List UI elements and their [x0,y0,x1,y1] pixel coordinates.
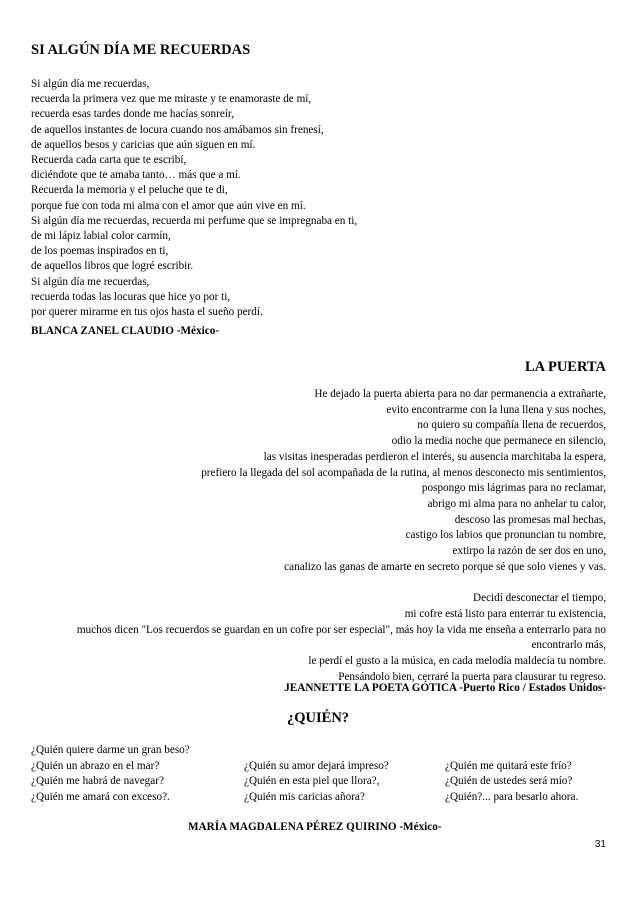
poem-line: ¿Quién me habrá de navegar? [31,775,164,788]
poem-line: encontrarlo más, [531,639,606,652]
poem-line: recuerda esas tardes donde me hacías sonreír, [31,108,235,121]
poem-line: recuerda la primera vez que me miraste y te enamoraste de mí, [31,93,312,106]
poem-title-si-algun-dia: SI ALGÚN DÍA ME RECUERDAS [31,42,251,58]
poem-line: Si algún día me recuerdas, recuerda mi perfume que se impregnaba en ti, [31,214,358,227]
poem-line: de aquellos libros que logré escribir. [31,260,194,273]
poem-line: canalizo las ganas de amarte en secreto porque sé que solo vienes y vas. [284,560,606,573]
poem-line: porque fue con toda mi alma con el amor que aún vive en mí. [31,199,306,212]
poem-row [31,790,621,806]
poem-title-la-puerta: LA PUERTA [525,359,606,375]
poem-body-si-algun-dia [31,77,357,320]
poem-line: de aquellos instantes de locura cuando nos amábamos sin frenesí, [31,123,324,136]
poem-author-maria: MARÍA MAGDALENA PÉREZ QUIRINO -México- [188,821,442,833]
poem-line: de los poemas inspirados en ti, [31,245,169,258]
poem-line: por querer mirarme en tus ojos hasta el sueño perdí. [31,306,263,319]
poem-line: ¿Quién me quitará este frío? [445,759,572,772]
poem-author-blanca: BLANCA ZANEL CLAUDIO -México- [31,325,220,337]
poem-line: recuerda todas las locuras que hice yo por ti, [31,290,231,303]
poem-line: ¿Quién?... para besarlo ahora. [445,790,579,803]
poem-line: ¿Quién mis caricias añora? [244,790,365,803]
poem-line: ¿Quién su amor dejará impreso? [244,759,389,772]
poem-line: de mi lápiz labial color carmín, [31,230,171,243]
poem-line: castigo los labios que pronuncian tu nombre, [405,529,606,542]
poem-line: ¿Quién me amará con exceso?. [31,790,170,803]
poem-row [31,743,621,759]
poem-line: le perdí el gusto a la música, en cada melodía maldecía tu nombre. [308,654,606,667]
poem-line: ¿Quién un abrazo en el mar? [31,759,160,772]
poem-line: no quiero su compañía llena de recuerdos, [417,419,606,432]
poem-line: ¿Quién quiere darme un gran beso? [31,744,190,756]
poem-line: de aquellos besos y caricias que aún siguen en mí. [31,138,256,151]
poem-line: abrigo mi alma para no anhelar tu calor, [427,497,606,510]
poem-line: Recuerda la memoria y el peluche que te di, [31,184,228,197]
poem-line: diciéndote que te amaba tanto… más que a mí. [31,169,241,182]
poem-title-quien: ¿QUIÉN? [287,710,350,726]
poem-line: Decidí desconectar el tiempo, [473,592,606,605]
poem-author-jeannette: JEANNETTE LA POETA GÓTICA -Puerto Rico / Estados Unidos- [284,682,606,694]
poem-body-la-puerta [77,387,606,685]
poem-line: prefiero la llegada del sol acompañada de la rutina, al menos desconecto mis sentimientos, [201,466,606,479]
poem-line: evito encontrarme con la luna llena y sus noches, [386,403,606,416]
poem-line: mi cofre está listo para enterrar tu existencia, [404,607,606,620]
page-number: 31 [594,839,606,850]
poem-line: extirpo la razón de ser dos en uno, [452,545,606,558]
poem-body-quien [31,743,621,805]
poem-line: Si algún día me recuerdas, [31,78,150,90]
stanza-gap [77,575,606,591]
poem-line: las visitas inesperadas perdieron el interés, su ausencia marchitaba la espera, [263,450,606,463]
poem-row [31,759,621,775]
poem-line: pospongo mis lágrimas para no reclamar, [421,482,606,495]
poem-line: descoso las promesas mal hechas, [454,513,606,526]
poem-line: Si algún día me recuerdas, [31,275,150,288]
poem-row [31,774,621,790]
poem-line: ¿Quién en esta piel que llora?, [244,775,380,788]
poem-line: muchos dicen "Los recuerdos se guardan en un cofre por ser especial", más hoy la vida me enseña a enterrarlo para no [76,623,606,636]
poem-line: Pensándolo bien, cerraré la puerta para clausurar tu regreso. [338,670,606,683]
poem-line: ¿Quién de ustedes será mío? [445,775,573,788]
poem-line: Recuerda cada carta que te escribí, [31,154,187,167]
poem-line: odio la media noche que permanece en silencio, [391,435,606,448]
poem-line: He dejado la puerta abierta para no dar permanencia a extrañarte, [314,388,606,400]
